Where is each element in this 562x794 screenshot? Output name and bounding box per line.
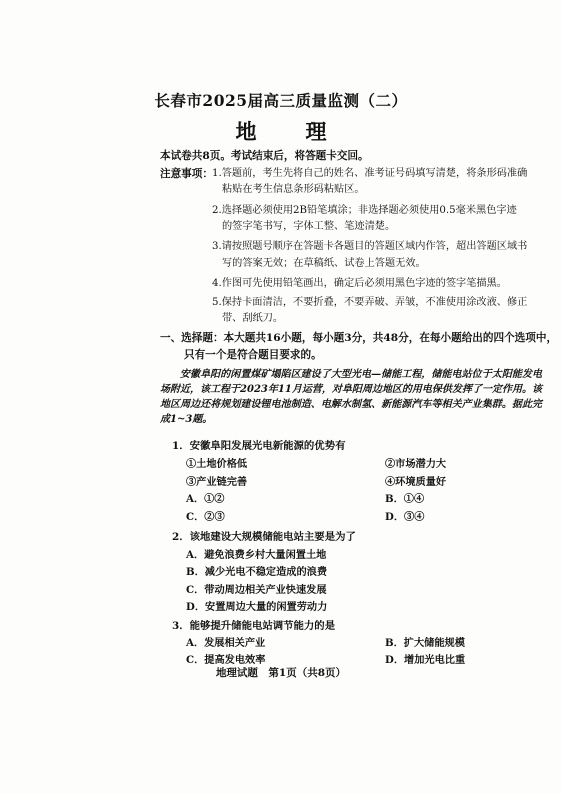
q1-statement-3: ③产业链完善 bbox=[186, 476, 248, 488]
q3-option-d: D．增加光电比重 bbox=[385, 654, 466, 666]
subject-title: 地 理 bbox=[235, 119, 341, 144]
page-footer: 地理试题 第1页（共8页） bbox=[215, 667, 347, 679]
q3-option-c: C．提高发电效率 bbox=[186, 654, 266, 666]
q1-option-a: A．①② bbox=[186, 493, 225, 505]
q2-option-d: D．安置周边大量的闲置劳动力 bbox=[186, 601, 328, 613]
q3-option-b: B．扩大储能规模 bbox=[385, 637, 465, 649]
section-heading-cont: 只有一个是符合题目要求的。 bbox=[184, 349, 322, 361]
section-heading: 一、选择题：本大题共16小题，每小题3分，共48分，在每小题给出的四个选项中， bbox=[160, 332, 558, 344]
notice-item-3-cont: 写的答案无效；在草稿纸、试卷上答题无效。 bbox=[222, 258, 426, 269]
notice-item-3: 3.请按照题号顺序在答题卡各题目的答题区域内作答，超出答题区域书 bbox=[212, 241, 528, 252]
notice-item-5: 5.保持卡面清洁，不要折叠，不要弄破、弄皱，不准使用涂改液、修正 bbox=[212, 297, 528, 308]
q1-statement-1: ①土地价格低 bbox=[186, 458, 248, 470]
q1-statement-2: ②市场潜力大 bbox=[385, 458, 447, 470]
notice-item-2-cont: 的签字笔书写，字体工整、笔迹清楚。 bbox=[222, 221, 396, 232]
question-3-stem: 3．能够提升储能电站调节能力的是 bbox=[172, 620, 336, 632]
exam-title: 长春市2025届高三质量监测（二） bbox=[154, 91, 408, 110]
q1-statement-4: ④环境质量好 bbox=[385, 476, 447, 488]
q2-option-c: C．带动周边相关产业快速发展 bbox=[186, 584, 327, 596]
intro-line: 本试卷共8页。考试结束后，将答题卡交回。 bbox=[160, 150, 369, 162]
q2-option-b: B．减少光电不稳定造成的浪费 bbox=[186, 566, 328, 578]
q2-option-a: A．避免浪费乡村大量闲置土地 bbox=[186, 549, 327, 561]
question-2-stem: 2．该地建设大规模储能电站主要是为了 bbox=[172, 531, 356, 543]
notice-item-1: 1.答题前，考生先将自己的姓名、准考证号码填写清楚，将条形码准确 bbox=[212, 168, 528, 179]
notice-item-4: 4.作图可先使用铅笔画出，确定后必须用黑色字迹的签字笔描黑。 bbox=[212, 278, 507, 289]
q1-option-d: D．③④ bbox=[385, 511, 425, 523]
q3-option-a: A．发展相关产业 bbox=[186, 637, 266, 649]
passage-text: 安徽阜阳的闲置煤矿塌陷区建设了大型光电—储能工程，储能电站位于太阳能发电场附近，该工程于2023年11月运营，对阜阳周边地区的用电保供发挥了一定作用。该地区周边还将规划建设锂电池制造、电解水制氢、新能源汽车等相关产业集群。据此完成1~3题。 bbox=[160, 369, 542, 425]
notice-item-2: 2.选择题必须使用2B铅笔填涂；非选择题必须使用0.5毫米黑色字迹 bbox=[212, 205, 517, 216]
question-1-stem: 1．安徽阜阳发展光电新能源的优势有 bbox=[172, 440, 346, 452]
q1-option-c: C．②③ bbox=[186, 511, 225, 523]
notice-label: 注意事项： bbox=[160, 168, 213, 180]
q1-option-b: B．①④ bbox=[385, 493, 425, 505]
notice-item-1-cont: 粘贴在考生信息条形码粘贴区。 bbox=[222, 184, 365, 195]
notice-item-5-cont: 带、刮纸刀。 bbox=[222, 313, 284, 324]
